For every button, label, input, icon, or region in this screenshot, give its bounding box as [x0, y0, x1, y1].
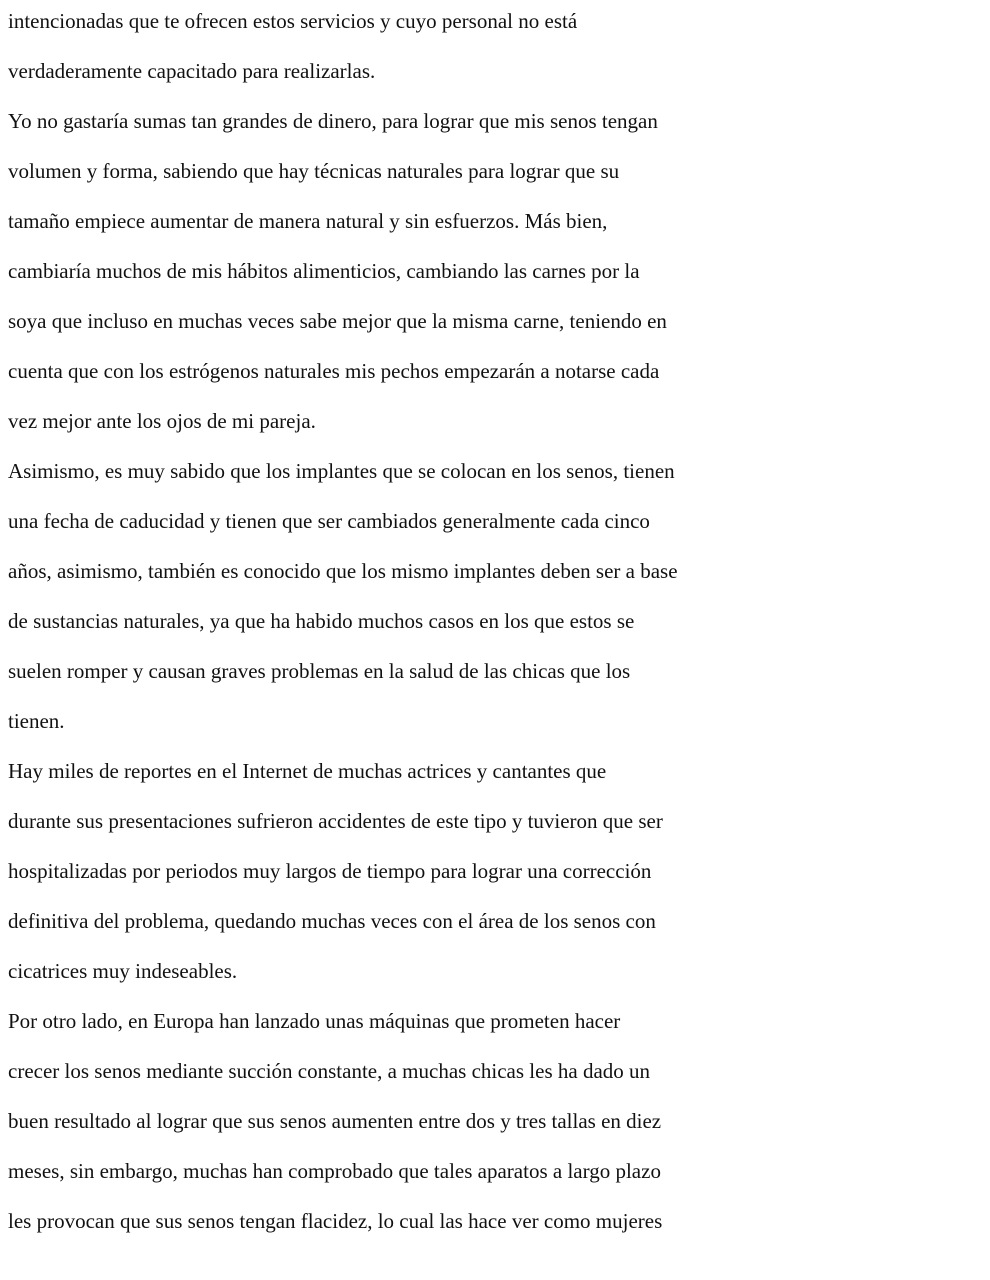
text-line: durante sus presentaciones sufrieron accidentes de este tipo y tuvieron que ser	[8, 809, 663, 833]
text-line: suelen romper y causan graves problemas en la salud de las chicas que los	[8, 659, 631, 683]
text-line: de sustancias naturales, ya que ha habido muchos casos en los que estos se	[8, 609, 635, 633]
text-line: una fecha de caducidad y tienen que ser cambiados generalmente cada cinco	[8, 509, 650, 533]
text-line: buen resultado al lograr que sus senos aumenten entre dos y tres tallas en diez	[8, 1109, 662, 1133]
text-line: Yo no gastaría sumas tan grandes de dinero, para lograr que mis senos tengan	[8, 109, 658, 133]
text-line: cicatrices muy indeseables.	[8, 959, 238, 983]
text-line: Hay miles de reportes en el Internet de muchas actrices y cantantes que	[8, 759, 607, 783]
text-line: meses, sin embargo, muchas han comprobado que tales aparatos a largo plazo	[8, 1159, 661, 1183]
text-line: cuenta que con los estrógenos naturales mis pechos empezarán a notarse cada	[8, 359, 660, 383]
paragraph-2	[8, 100, 983, 450]
text-line: Asimismo, es muy sabido que los implantes que se colocan en los senos, tienen	[8, 459, 675, 483]
text-line: volumen y forma, sabiendo que hay técnicas naturales para lograr que su	[8, 159, 620, 183]
text-line: les provocan que sus senos tengan flacidez, lo cual las hace ver como mujeres	[8, 1209, 663, 1233]
text-line: soya que incluso en muchas veces sabe mejor que la misma carne, teniendo en	[8, 309, 667, 333]
text-line: tamaño empiece aumentar de manera natural y sin esfuerzos. Más bien,	[8, 209, 608, 233]
text-line: crecer los senos mediante succión constante, a muchas chicas les ha dado un	[8, 1059, 651, 1083]
text-line: hospitalizadas por periodos muy largos de tiempo para lograr una corrección	[8, 859, 652, 883]
document-page	[8, 0, 983, 1250]
text-line: tienen.	[8, 709, 65, 733]
text-line: años, asimismo, también es conocido que los mismo implantes deben ser a base	[8, 559, 678, 583]
text-line: cambiaría muchos de mis hábitos alimenticios, cambiando las carnes por la	[8, 259, 640, 283]
text-line: vez mejor ante los ojos de mi pareja.	[8, 409, 316, 433]
text-line: verdaderamente capacitado para realizarlas.	[8, 59, 376, 83]
paragraph-3	[8, 450, 983, 750]
text-line: definitiva del problema, quedando muchas veces con el área de los senos con	[8, 909, 656, 933]
paragraph-5	[8, 1000, 983, 1250]
paragraph-4	[8, 750, 983, 1000]
paragraph-1	[8, 0, 983, 100]
text-line: Por otro lado, en Europa han lanzado unas máquinas que prometen hacer	[8, 1009, 621, 1033]
text-line: intencionadas que te ofrecen estos servicios y cuyo personal no está	[8, 9, 578, 33]
